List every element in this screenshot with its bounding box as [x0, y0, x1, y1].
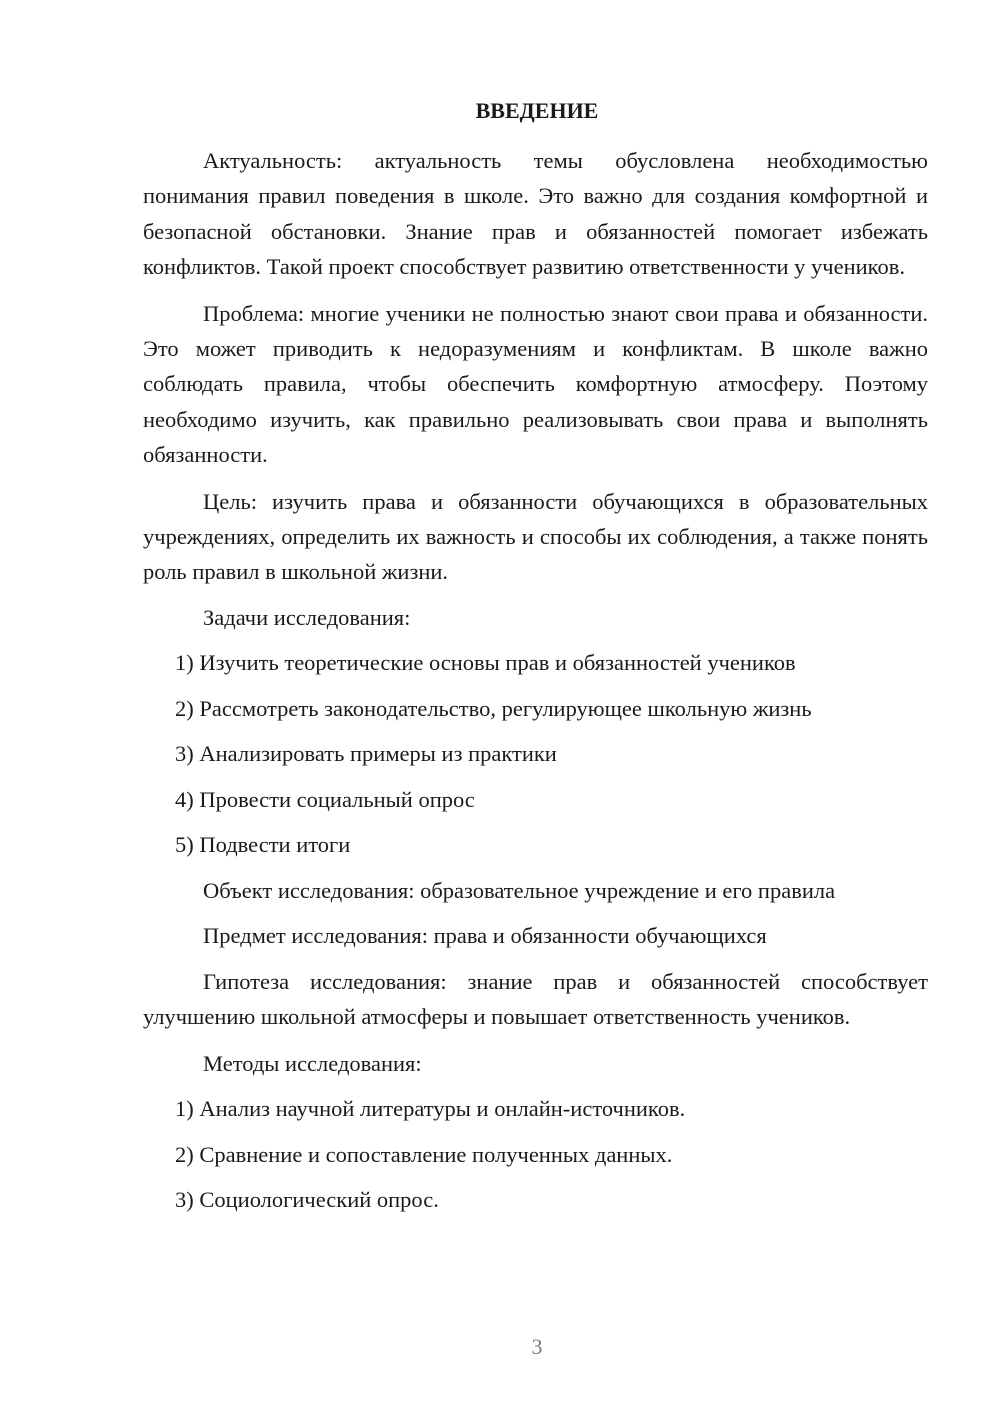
task-item: 5) Подвести итоги — [175, 832, 351, 858]
task-item: 2) Рассмотреть законодательство, регулирующее школьную жизнь — [175, 695, 812, 721]
task-item: 3) Анализировать примеры из практики — [175, 741, 557, 767]
page-number: 3 — [531, 1334, 543, 1359]
method-item: 2) Сравнение и сопоставление полученных данных. — [175, 1141, 673, 1167]
goal-paragraph: Цель: изучить права и обязанности обучающихся в образовательных учреждениях, определить их важность и способы их соблюдения, а также понять роль правил в школьной жизни. — [143, 488, 928, 585]
task-item: 4) Провести социальный опрос — [175, 786, 475, 812]
research-object: Объект исследования: образовательное учреждение и его правила — [203, 877, 836, 903]
method-item: 1) Анализ научной литературы и онлайн-источников. — [175, 1096, 686, 1122]
methods-heading: Методы исследования: — [203, 1050, 422, 1076]
hypothesis-paragraph: Гипотеза исследования: знание прав и обязанностей способствует улучшению школьной атмосферы и повышает ответственность учеников. — [143, 968, 928, 1030]
tasks-heading: Задачи исследования: — [203, 604, 411, 630]
document-body — [143, 143, 928, 1228]
page-title: ВВЕДЕНИЕ — [475, 98, 599, 123]
relevance-paragraph: Актуальность: актуальность темы обусловлена необходимостью понимания правил поведения в школе. Это важно для создания комфортной и безопасной обстановки. Знание прав и обязанностей помогает избежать конфликтов. Такой проект способствует развитию ответственности у учеников. — [143, 148, 928, 280]
method-item: 3) Социологический опрос. — [175, 1187, 439, 1213]
task-item: 1) Изучить теоретические основы прав и обязанностей учеников — [175, 650, 796, 676]
problem-paragraph: Проблема: многие ученики не полностью знают свои права и обязанности. Это может приводить к недоразумениям и конфликтам. В школе важно соблюдать правила, чтобы обеспечить комфортную атмосферу. Поэтому необходимо изучить, как правильно реализовывать свои права и выполнять обязанности. — [143, 300, 928, 468]
research-subject: Предмет исследования: права и обязанности обучающихся — [203, 923, 767, 949]
